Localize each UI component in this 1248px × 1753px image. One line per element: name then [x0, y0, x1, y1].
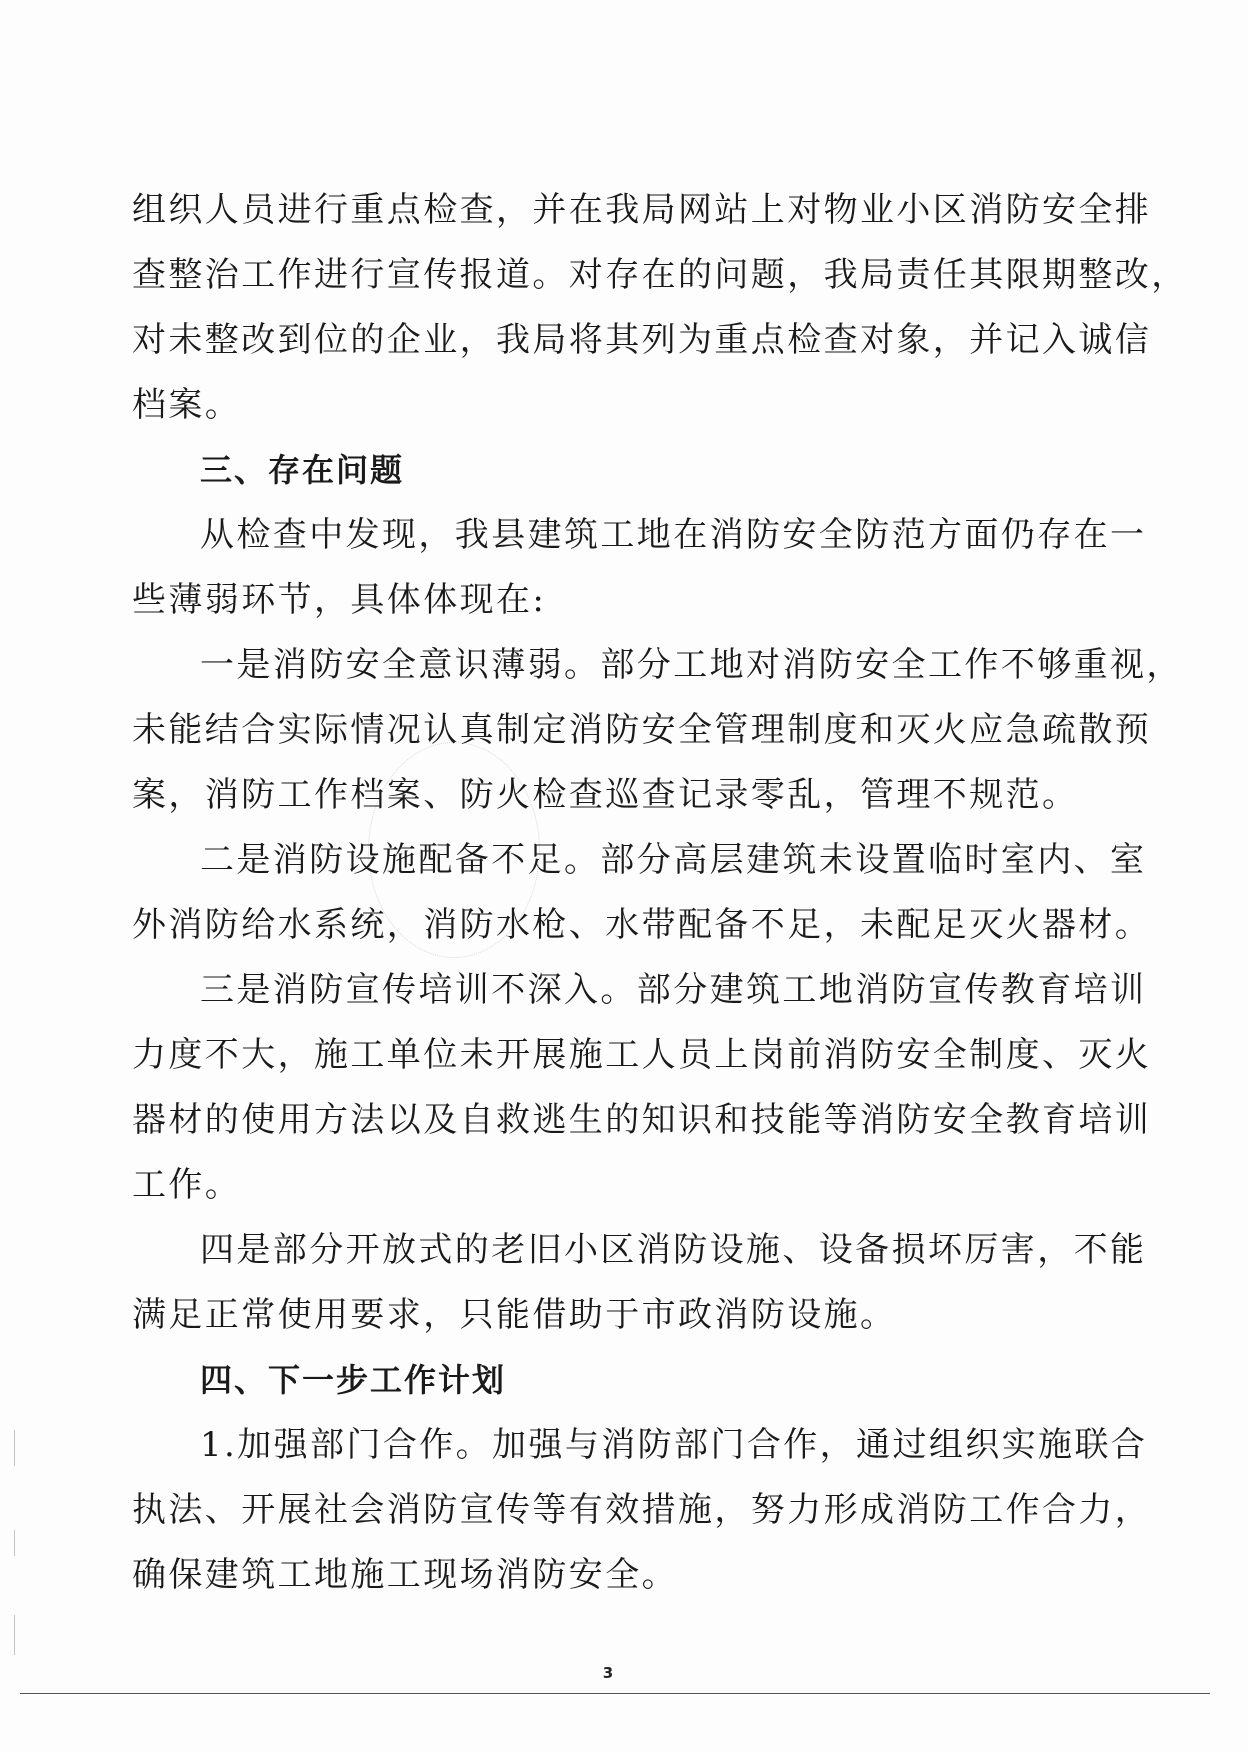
binding-mark — [14, 1530, 25, 1556]
text-line: 未能结合实际情况认真制定消防安全管理制度和灭火应急疏散预 — [132, 710, 1152, 750]
text-line: 四是部分开放式的老旧小区消防设施、设备损坏厉害，不能 — [200, 1230, 1147, 1270]
section-heading: 三、存在问题 — [200, 451, 405, 489]
binding-mark — [14, 1615, 25, 1655]
text-line: 满足正常使用要求，只能借助于市政消防设施。 — [132, 1295, 897, 1335]
text-line: 1.加强部门合作。加强与消防部门合作，通过组织实施联合 — [200, 1425, 1148, 1465]
text-line: 对未整改到位的企业，我局将其列为重点检查对象，并记入诚信 — [132, 320, 1152, 360]
page-number: 3 — [602, 1664, 614, 1682]
text-line: 些薄弱环节，具体体现在: — [132, 580, 547, 620]
text-line: 力度不大，施工单位未开展施工人员上岗前消防安全制度、灭火 — [132, 1035, 1152, 1075]
text-line: 确保建筑工地施工现场消防安全。 — [132, 1555, 678, 1595]
text-line: 组织人员进行重点检查，并在我局网站上对物业小区消防安全排 — [132, 190, 1152, 230]
text-line: 三是消防宣传培训不深入。部分建筑工地消防宣传教育培训 — [200, 970, 1147, 1010]
text-line: 档案。 — [132, 385, 242, 425]
text-line: 外消防给水系统，消防水枪、水带配备不足，未配足灭火器材。 — [132, 905, 1152, 945]
binding-mark — [14, 1430, 25, 1466]
text-line: 执法、开展社会消防宣传等有效措施，努力形成消防工作合力， — [132, 1490, 1152, 1530]
text-line: 从检查中发现，我县建筑工地在消防安全防范方面仍存在一 — [200, 515, 1147, 555]
text-line: 案，消防工作档案、防火检查巡查记录零乱，管理不规范。 — [132, 775, 1079, 815]
text-line: 一是消防安全意识薄弱。部分工地对消防安全工作不够重视， — [200, 645, 1183, 685]
text-line: 二是消防设施配备不足。部分高层建筑未设置临时室内、室 — [200, 840, 1147, 880]
text-line: 器材的使用方法以及自救逃生的知识和技能等消防安全教育培训 — [132, 1100, 1152, 1140]
text-line: 查整治工作进行宣传报道。对存在的问题，我局责任其限期整改， — [132, 255, 1188, 295]
footer-rule — [20, 1693, 1210, 1694]
document-body — [132, 178, 1188, 1608]
section-heading: 四、下一步工作计划 — [200, 1361, 507, 1399]
text-line: 工作。 — [132, 1165, 242, 1205]
